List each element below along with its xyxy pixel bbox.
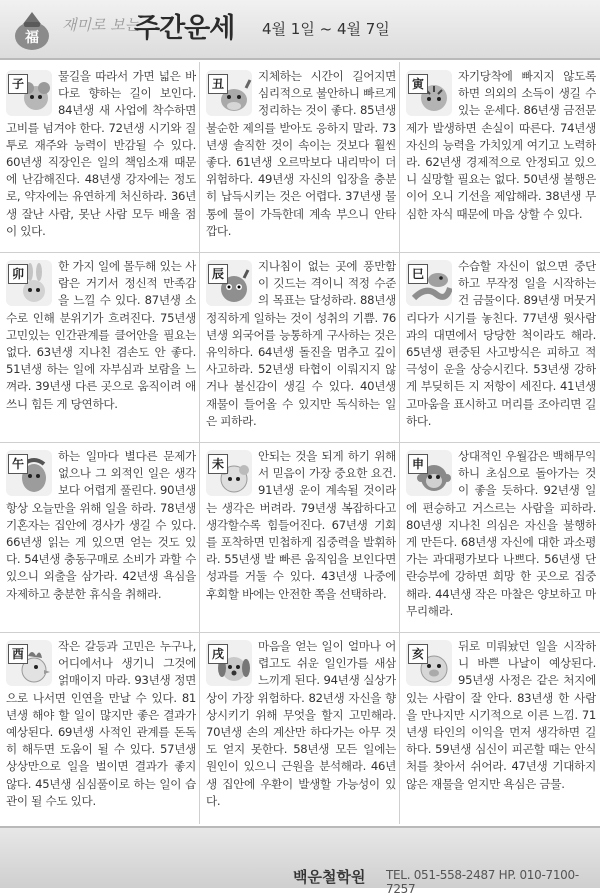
svg-text:福: 福 (25, 30, 39, 46)
column-divider (199, 62, 200, 824)
header-subtitle: 재미로 보는 (62, 16, 140, 34)
zodiac-badge: 子 (8, 74, 28, 94)
date-range: 4월 1일 ~ 4월 7일 (262, 20, 390, 38)
zodiac-badge: 卯 (8, 264, 28, 284)
fortune-text: 지나침이 없는 곳에 풍만함이 깃드는 격이니 적정 수준의 목표는 달성하라. 88년생 정직하게 일하는 것이 성취의 기쁨. 76년생 외국어를 능통하게 구사하는 것은 유익하다. 64년생 돌진을 멈추고 깊이 사고하라. 52년생 타협이 이뤄지지 않거나 불신감이 생길 수 있다. 40년생 재물이 들어올 수 있지만 독식하는 일은 피하라. (206, 259, 396, 428)
fortune-text: 작은 갈등과 고민은 누구나, 어디에서나 생기니 그것에 얽매이지 마라. 93년생 정면으로 나서면 인연을 만날 수 있다. 81년생 해야 할 일이 많지만 좋은 결과가 예상된다. 69년생 사적인 관계를 돈독히 해두면 도움이 될 수 있다. 57년생 상상만으로 일을 벌이면 결과가 좋지 않다. 45년생 심심풀이로 하는 일이 습관이 될 수도 있다. (6, 639, 196, 808)
fortune-text: 수습할 자신이 없으면 중단하고 무작정 일을 시작하는 건 금물이다. 89년생 머뭇거리다가 시기를 놓친다. 77년생 윗사람과의 대면에서 당당한 척이라도 해라. 65년생 편중된 사고방식은 피하고 적극성이 운을 상승시킨다. 53년생 강하게 부딪히든 지 저항이 세진다. 41년생 고마움을 표시하고 머리를 조아리면 길하다. (406, 259, 596, 428)
zodiac-badge: 亥 (408, 644, 428, 664)
fortune-card-rabbit (6, 258, 196, 440)
academy-name: 백운철학원 (293, 868, 366, 886)
fortune-text: 자기당착에 빠지지 않도록 하면 의외의 소득이 생길 수 있는 운세다. 86년생 금전문제가 발생하면 손실이 따른다. 74년생 자신의 능력을 가치있게 여기고 노력하라. 62년생 경제적으로 안정되고 있으니 실망할 필요는 없다. 50년생 불행은 이어 오니 기선을 제압해라. 38년생 무심한 자식 때문에 마음 상할 수 있다. (406, 69, 596, 221)
page-header (0, 0, 600, 60)
fortune-text: 뒤로 미뤄놨던 일을 시작하니 바쁜 나날이 예상된다. 95년생 사정은 같은 처지에 있는 사람이 잘 안다. 83년생 한 사람을 만나지만 시기적으로 이른 느낌. 71년생 타인의 이익을 먼저 생각하면 길하다. 59년생 심신이 피곤할 때는 안식처를 찾아서 쉬어라. 47년생 기대하지 않은 재물을 얻지만 욕심은 금물. (406, 639, 596, 791)
row-divider (0, 632, 600, 633)
zodiac-badge: 申 (408, 454, 428, 474)
horse-icon (6, 450, 52, 496)
row-divider (0, 252, 600, 253)
fortune-card-snake (406, 258, 596, 440)
snake-icon (406, 260, 452, 306)
fortune-card-rooster (6, 638, 196, 822)
fortune-text: 상대적인 우월감은 백해무익하니 초심으로 돌아가는 것이 좋을 듯하다. 92년생 일에 편승하고 거스르는 사람을 피하라. 80년생 지나친 의심은 자신을 불행하게 만든다. 68년생 자신에 대한 과소평가는 과대평가보다 나쁘다. 56년생 단란승부에 강하면 희망 한 곳으로 집중해라. 44년생 작은 마찰은 양보하고 마무리해라. (406, 449, 596, 618)
fortune-card-ox (206, 68, 396, 250)
zodiac-badge: 未 (208, 454, 228, 474)
zodiac-badge: 戌 (208, 644, 228, 664)
fortune-bag-icon (10, 6, 54, 52)
pig-icon (406, 640, 452, 686)
dragon-icon (206, 260, 252, 306)
fortune-card-tiger (406, 68, 596, 250)
fortune-card-dragon (206, 258, 396, 440)
fortune-card-monkey (406, 448, 596, 630)
contact-info: TEL. 051-558-2487 HP. 010-7100-7257 (386, 868, 579, 896)
fortune-card-dog (206, 638, 396, 822)
sheep-icon (206, 450, 252, 496)
fortune-card-pig (406, 638, 596, 822)
row-divider (0, 442, 600, 443)
zodiac-badge: 酉 (8, 644, 28, 664)
zodiac-badge: 辰 (208, 264, 228, 284)
fortune-text: 지체하는 시간이 길어지면 심리적으로 불안하니 빠르게 정리하는 것이 좋다. 85년생 불순한 제의를 받아도 응하지 말라. 73년생 솔직한 것이 속이는 것보다 훨씬 좋다. 61년생 오르막보다 내리막이 더 위험하다. 49년생 자신의 입장을 충분히 납득시키는 것은 어렵다. 37년생 물통에 물이 가득한데 계속 부으니 안타깝다. (206, 69, 396, 238)
rooster-icon (6, 640, 52, 686)
zodiac-badge: 巳 (408, 264, 428, 284)
monkey-icon (406, 450, 452, 496)
fortune-text: 하는 일마다 별다른 문제가 없으나 그 외적인 일은 생각보다 어렵게 풀린다. 90년생 항상 오늘만을 위해 일을 하라. 78년생 기혼자는 집안에 경사가 생길 수 있다. 66년생 읽는 게 있으면 얻는 것도 있다. 54년생 충동구매로 소비가 과할 수 있으니 외출을 삼가라. 42년생 욕심을 자제하고 충분한 휴식을 취해라. (6, 449, 196, 601)
fortune-card-rat (6, 68, 196, 250)
page-title: 주간운세 (134, 13, 235, 44)
fortune-text: 물길을 따라서 가면 넓은 바다로 향하는 길이 보인다. 84년생 새 사업에 착수하면 고비를 넘겨야 한다. 72년생 시기와 질투로 재주와 능력이 반감될 수 있다. 60년생 직장인은 일의 책임소재 때문에 난감해진다. 48년생 강자에는 정도로, 약자에는 유연하게 처신하라. 36년생 잘난 사람, 못난 사람 모두 배울 점이 있다. (6, 69, 196, 238)
zodiac-badge: 午 (8, 454, 28, 474)
fortune-card-sheep (206, 448, 396, 630)
dog-icon (206, 640, 252, 686)
column-divider (399, 62, 400, 824)
fortune-text: 한 가지 일에 몰두해 있는 사람은 거기서 정신적 만족감을 느낄 수 있다. 87년생 소수로 인해 분위기가 흐려진다. 75년생 고민있는 인간관계를 클어안을 필요는 없다. 63년생 지나친 겸손도 안 좋다. 51년생 하는 일에 자부심과 보람을 느껴라. 39년생 다른 곳으로 움직이려 애쓰니 힘든 게 당연하다. (6, 259, 196, 411)
zodiac-badge: 丑 (208, 74, 228, 94)
fortune-card-horse (6, 448, 196, 630)
tiger-icon (406, 70, 452, 116)
fortune-text: 마음을 얻는 일이 얼마나 어렵고도 쉬운 일인가를 새삼 느끼게 된다. 94년생 실상가상이 가장 위험하다. 82년생 자신을 향상시키기 위해 무엇을 할지 고민해라. 70년생 손의 계산만 하다가는 아무 것도 얻지 못한다. 58년생 모든 일에는 원인이 있으니 근원을 분석해라. 46년생 집안에 우환이 발생할 가능성이 있다. (206, 639, 396, 808)
rabbit-icon (6, 260, 52, 306)
ox-icon (206, 70, 252, 116)
fortune-text: 안되는 것을 되게 하기 위해서 믿음이 가장 중요한 요건. 91년생 운이 계속될 것이라는 생각은 버려라. 79년생 복잡하다고 생각할수록 힘들어진다. 67년생 기회를 포착하면 민첩하게 집중력을 발휘하라. 55년생 발 빠른 움직임을 보인다면 성과를 거둘 수 있다. 43년생 나중에 후회할 바에는 안전한 쪽을 선택하라. (206, 449, 396, 601)
rat-icon (6, 70, 52, 116)
zodiac-badge: 寅 (408, 74, 428, 94)
page-footer (0, 826, 600, 896)
